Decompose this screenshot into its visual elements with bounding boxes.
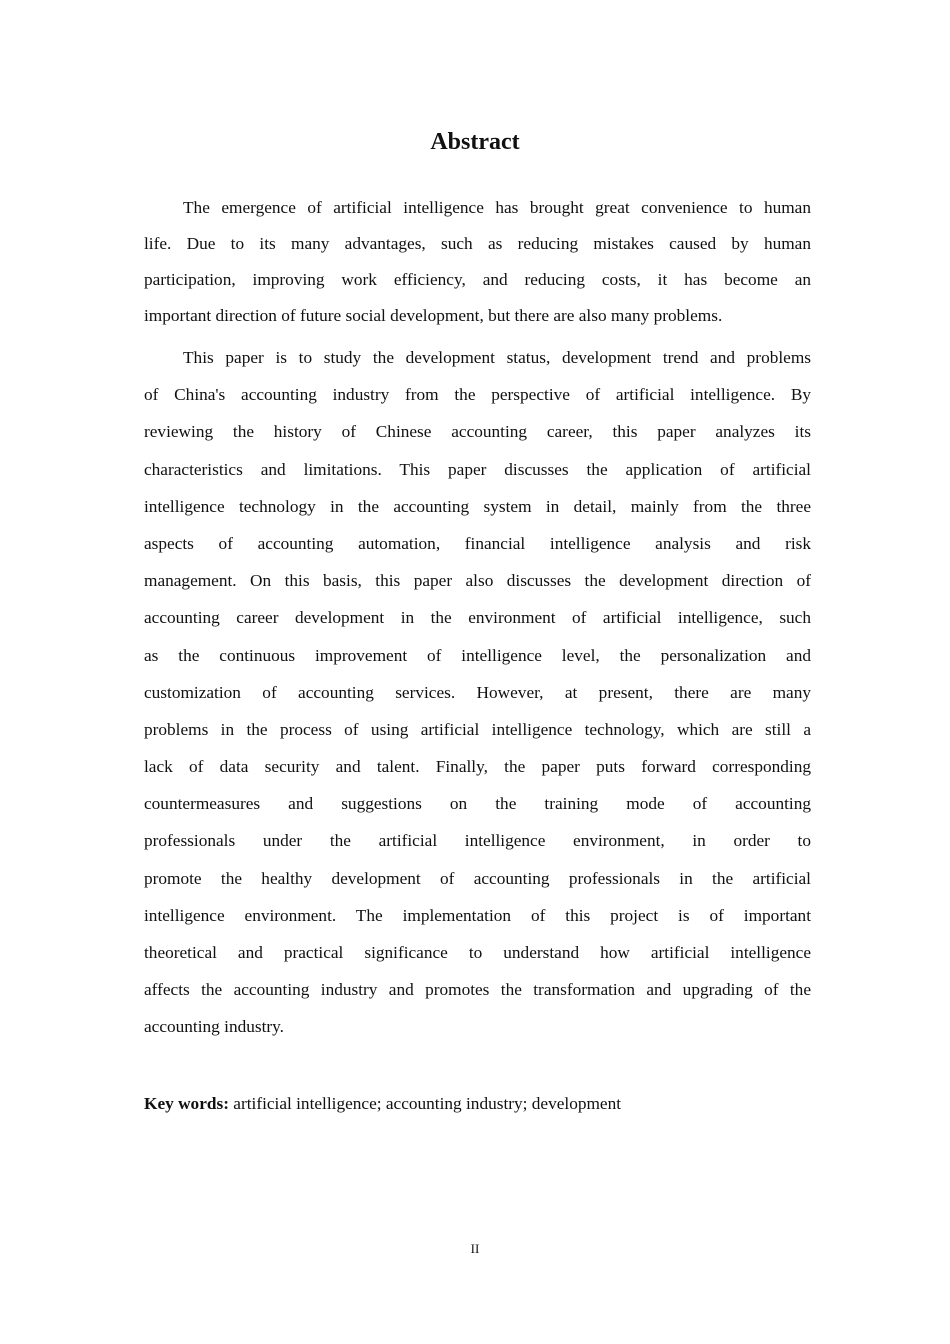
paragraph-line: reviewing the history of Chinese accounting career, this paper analyzes its bbox=[144, 422, 811, 442]
paragraph-line: theoretical and practical significance to understand how artificial intelligence bbox=[144, 943, 811, 962]
paragraph-line: accounting industry. bbox=[144, 1017, 284, 1037]
paragraph-line: affects the accounting industry and promotes the transformation and upgrading of the bbox=[144, 980, 811, 1000]
keywords-value: artificial intelligence; accounting industry; development bbox=[228, 1094, 622, 1113]
paragraph-line: The emergence of artificial intelligence has brought great convenience to human bbox=[183, 198, 811, 217]
paragraph-line: important direction of future social development, but there are also many problems. bbox=[144, 306, 723, 325]
paragraph-line: This paper is to study the development status, development trend and problems bbox=[183, 348, 811, 367]
paragraph-line: characteristics and limitations. This paper discusses the application of artificial bbox=[144, 459, 811, 479]
paragraph-line: professionals under the artificial intelligence environment, in order to bbox=[144, 831, 811, 851]
paragraph-line: lack of data security and talent. Finally, the paper puts forward corresponding bbox=[144, 757, 811, 777]
paragraph-line: problems in the process of using artificial intelligence technology, which are still a bbox=[144, 719, 811, 739]
abstract-paragraph-2 bbox=[144, 339, 811, 1046]
abstract-title: Abstract bbox=[430, 129, 520, 155]
page-number: II bbox=[470, 1241, 480, 1256]
paragraph-line: intelligence environment. The implementation of this project is of important bbox=[144, 905, 811, 925]
abstract-paragraph-1 bbox=[144, 190, 811, 334]
paragraph-line: customization of accounting services. However, at present, there are many bbox=[144, 682, 811, 702]
keywords bbox=[144, 1090, 621, 1118]
keywords-label: Key words: bbox=[144, 1094, 229, 1113]
paragraph-line: aspects of accounting automation, financial intelligence analysis and risk bbox=[144, 533, 811, 553]
paragraph-line: management. On this basis, this paper also discusses the development direction of bbox=[144, 571, 811, 591]
paragraph-line: life. Due to its many advantages, such as reducing mistakes caused by human bbox=[144, 234, 811, 253]
paragraph-line: as the continuous improvement of intelligence level, the personalization and bbox=[144, 645, 811, 665]
paragraph-line: countermeasures and suggestions on the training mode of accounting bbox=[144, 794, 811, 814]
paragraph-line: accounting career development in the environment of artificial intelligence, such bbox=[144, 608, 811, 628]
paragraph-line: participation, improving work efficiency, and reducing costs, it has become an bbox=[144, 270, 811, 289]
paragraph-line: of China's accounting industry from the perspective of artificial intelligence. By bbox=[144, 385, 811, 405]
paragraph-line: intelligence technology in the accounting system in detail, mainly from the three bbox=[144, 496, 811, 516]
paragraph-line: promote the healthy development of accounting professionals in the artificial bbox=[144, 868, 811, 888]
